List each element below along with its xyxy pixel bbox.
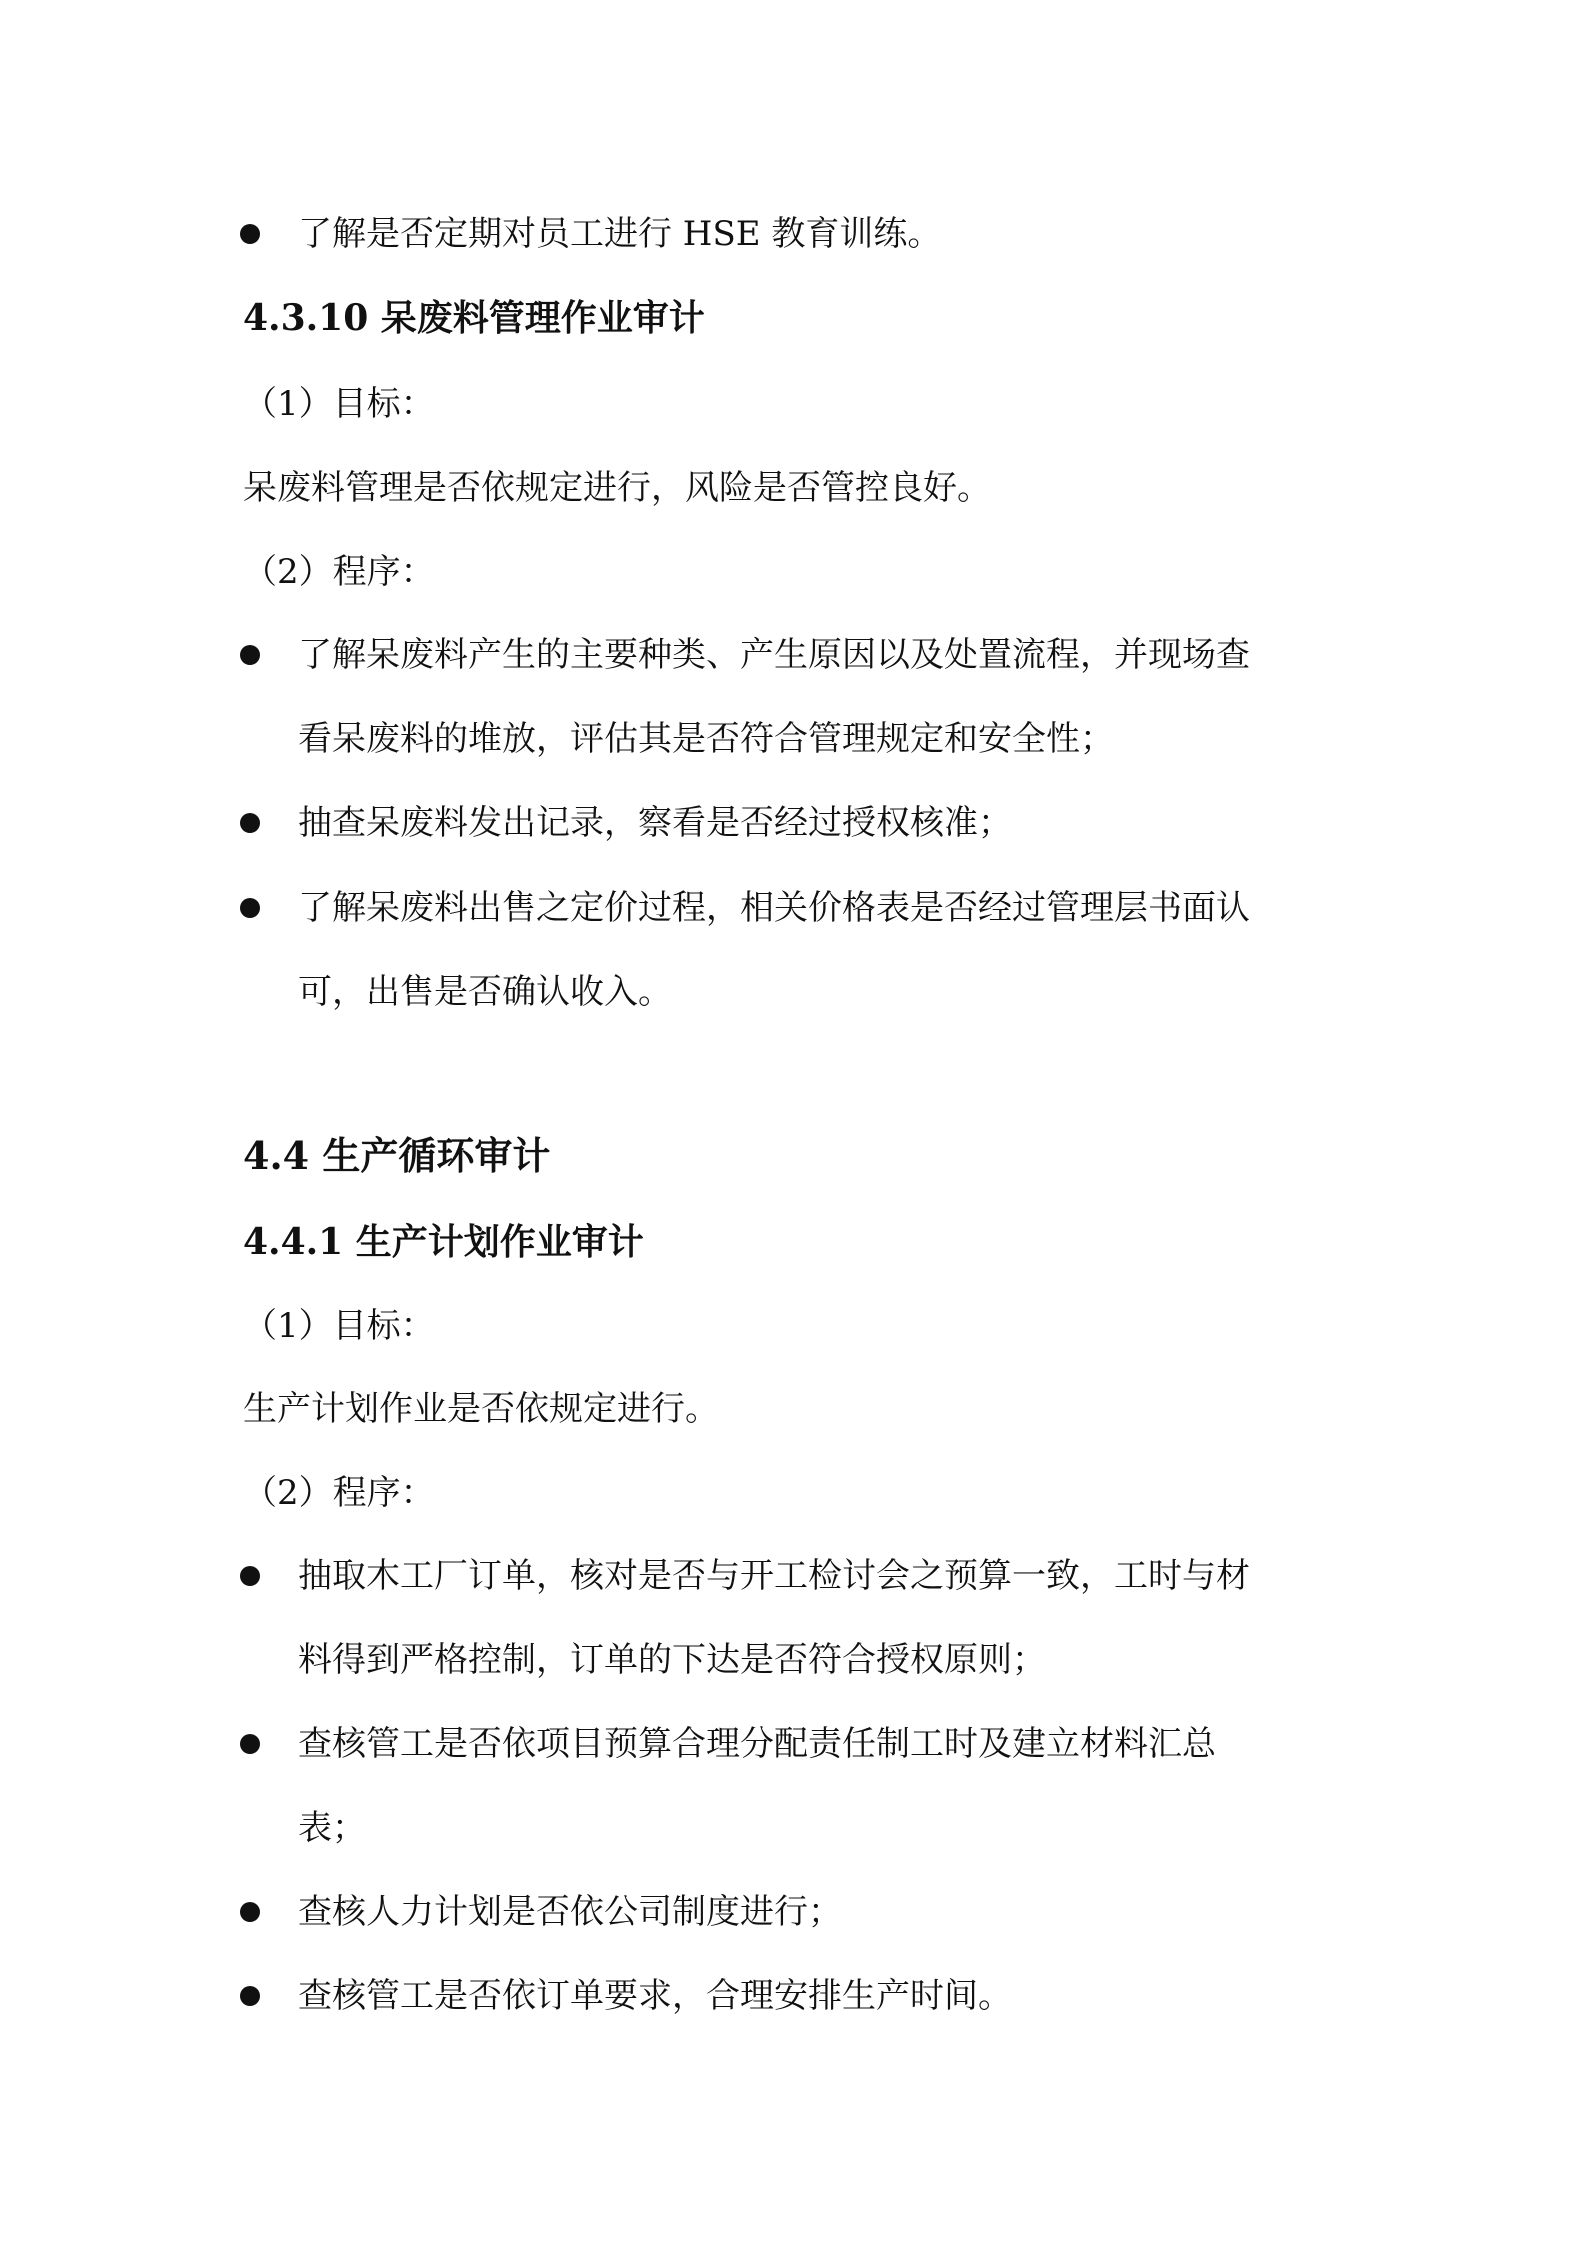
- bullet-text-continuation: 表；: [298, 1808, 366, 1848]
- bullet-icon: [240, 1734, 260, 1754]
- bullet-text: 查核管工是否依项目预算合理分配责任制工时及建立材料汇总: [298, 1724, 1216, 1764]
- paragraph: 生产计划作业是否依规定进行。: [243, 1389, 719, 1429]
- bullet-icon: [240, 224, 260, 244]
- section-heading: 4.3.10 呆废料管理作业审计: [243, 297, 705, 339]
- chapter-heading: 4.4 生产循环审计: [243, 1133, 551, 1178]
- section-heading: 4.4.1 生产计划作业审计: [243, 1221, 644, 1263]
- bullet-text: 了解呆废料产生的主要种类、产生原因以及处置流程，并现场查: [298, 635, 1250, 675]
- bullet-icon: [240, 813, 260, 833]
- bullet-text: 查核管工是否依订单要求，合理安排生产时间。: [298, 1976, 1012, 2016]
- bullet-text: 了解呆废料出售之定价过程，相关价格表是否经过管理层书面认: [298, 888, 1250, 928]
- bullet-text-continuation: 料得到严格控制，订单的下达是否符合授权原则；: [298, 1640, 1046, 1680]
- bullet-icon: [240, 1986, 260, 2006]
- bullet-icon: [240, 1566, 260, 1586]
- bullet-text-continuation: 可，出售是否确认收入。: [298, 972, 672, 1012]
- bullet-text-continuation: 看呆废料的堆放，评估其是否符合管理规定和安全性；: [298, 719, 1114, 759]
- bullet-text: 抽取木工厂订单，核对是否与开工检讨会之预算一致，工时与材: [298, 1556, 1250, 1596]
- subheading-procedure: （2）程序：: [243, 1473, 435, 1513]
- bullet-icon: [240, 645, 260, 665]
- subheading-procedure: （2）程序：: [243, 552, 435, 592]
- subheading-goal: （1）目标：: [243, 1306, 435, 1346]
- paragraph: 呆废料管理是否依规定进行，风险是否管控良好。: [243, 468, 991, 508]
- subheading-goal: （1）目标：: [243, 384, 435, 424]
- bullet-icon: [240, 1902, 260, 1922]
- bullet-text: 了解是否定期对员工进行 HSE 教育训练。: [298, 214, 942, 254]
- bullet-icon: [240, 898, 260, 918]
- bullet-text: 查核人力计划是否依公司制度进行；: [298, 1892, 842, 1932]
- bullet-text: 抽查呆废料发出记录，察看是否经过授权核准；: [298, 803, 1012, 843]
